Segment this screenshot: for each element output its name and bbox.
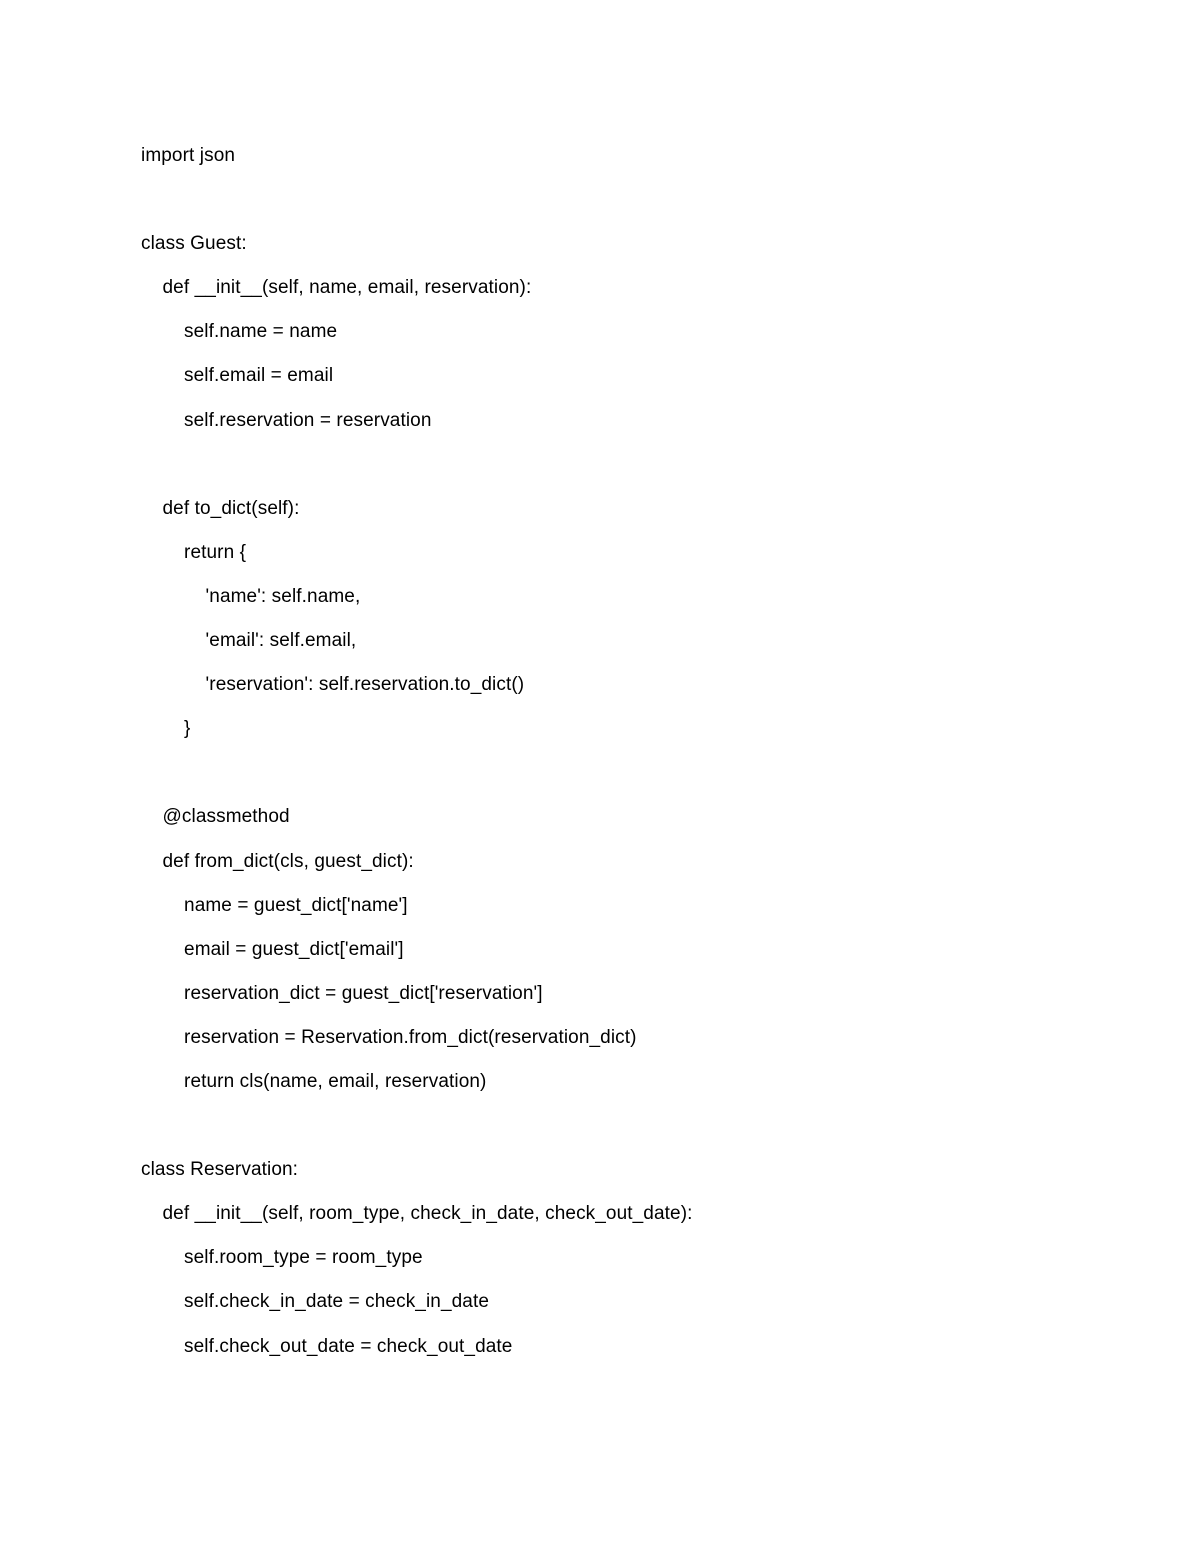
code-line: reservation_dict = guest_dict['reservation'] (141, 982, 543, 1004)
code-line: 'email': self.email, (141, 630, 357, 652)
code-line: class Guest: (141, 233, 247, 255)
blank-line (141, 450, 1121, 494)
code-line: self.name = name (141, 321, 338, 343)
code-line: self.check_out_date = check_out_date (141, 1335, 513, 1357)
code-line: @classmethod (141, 806, 290, 828)
code-line: import json (141, 145, 236, 166)
code-line: self.reservation = reservation (141, 409, 432, 431)
code-line: self.email = email (141, 365, 334, 387)
code-line: name = guest_dict['name'] (141, 894, 408, 916)
code-line: 'name': self.name, (141, 585, 361, 607)
code-line: def __init__(self, room_type, check_in_date, check_out_date): (141, 1203, 693, 1225)
code-line: } (141, 718, 191, 740)
code-line: return { (141, 541, 247, 563)
code-line: def to_dict(self): (141, 497, 300, 519)
code-line: self.check_in_date = check_in_date (141, 1291, 489, 1313)
code-line: return cls(name, email, reservation) (141, 1070, 487, 1092)
code-block (141, 141, 1121, 1376)
blank-line (141, 758, 1121, 802)
blank-line (141, 185, 1121, 229)
code-line: def from_dict(cls, guest_dict): (141, 850, 414, 872)
code-line: self.room_type = room_type (141, 1247, 423, 1269)
code-line: reservation = Reservation.from_dict(reservation_dict) (141, 1026, 637, 1048)
blank-line (141, 1111, 1121, 1155)
code-line: def __init__(self, name, email, reservation): (141, 277, 532, 299)
code-line: 'reservation': self.reservation.to_dict() (141, 674, 525, 696)
code-line: class Reservation: (141, 1159, 299, 1181)
code-line: email = guest_dict['email'] (141, 938, 404, 960)
